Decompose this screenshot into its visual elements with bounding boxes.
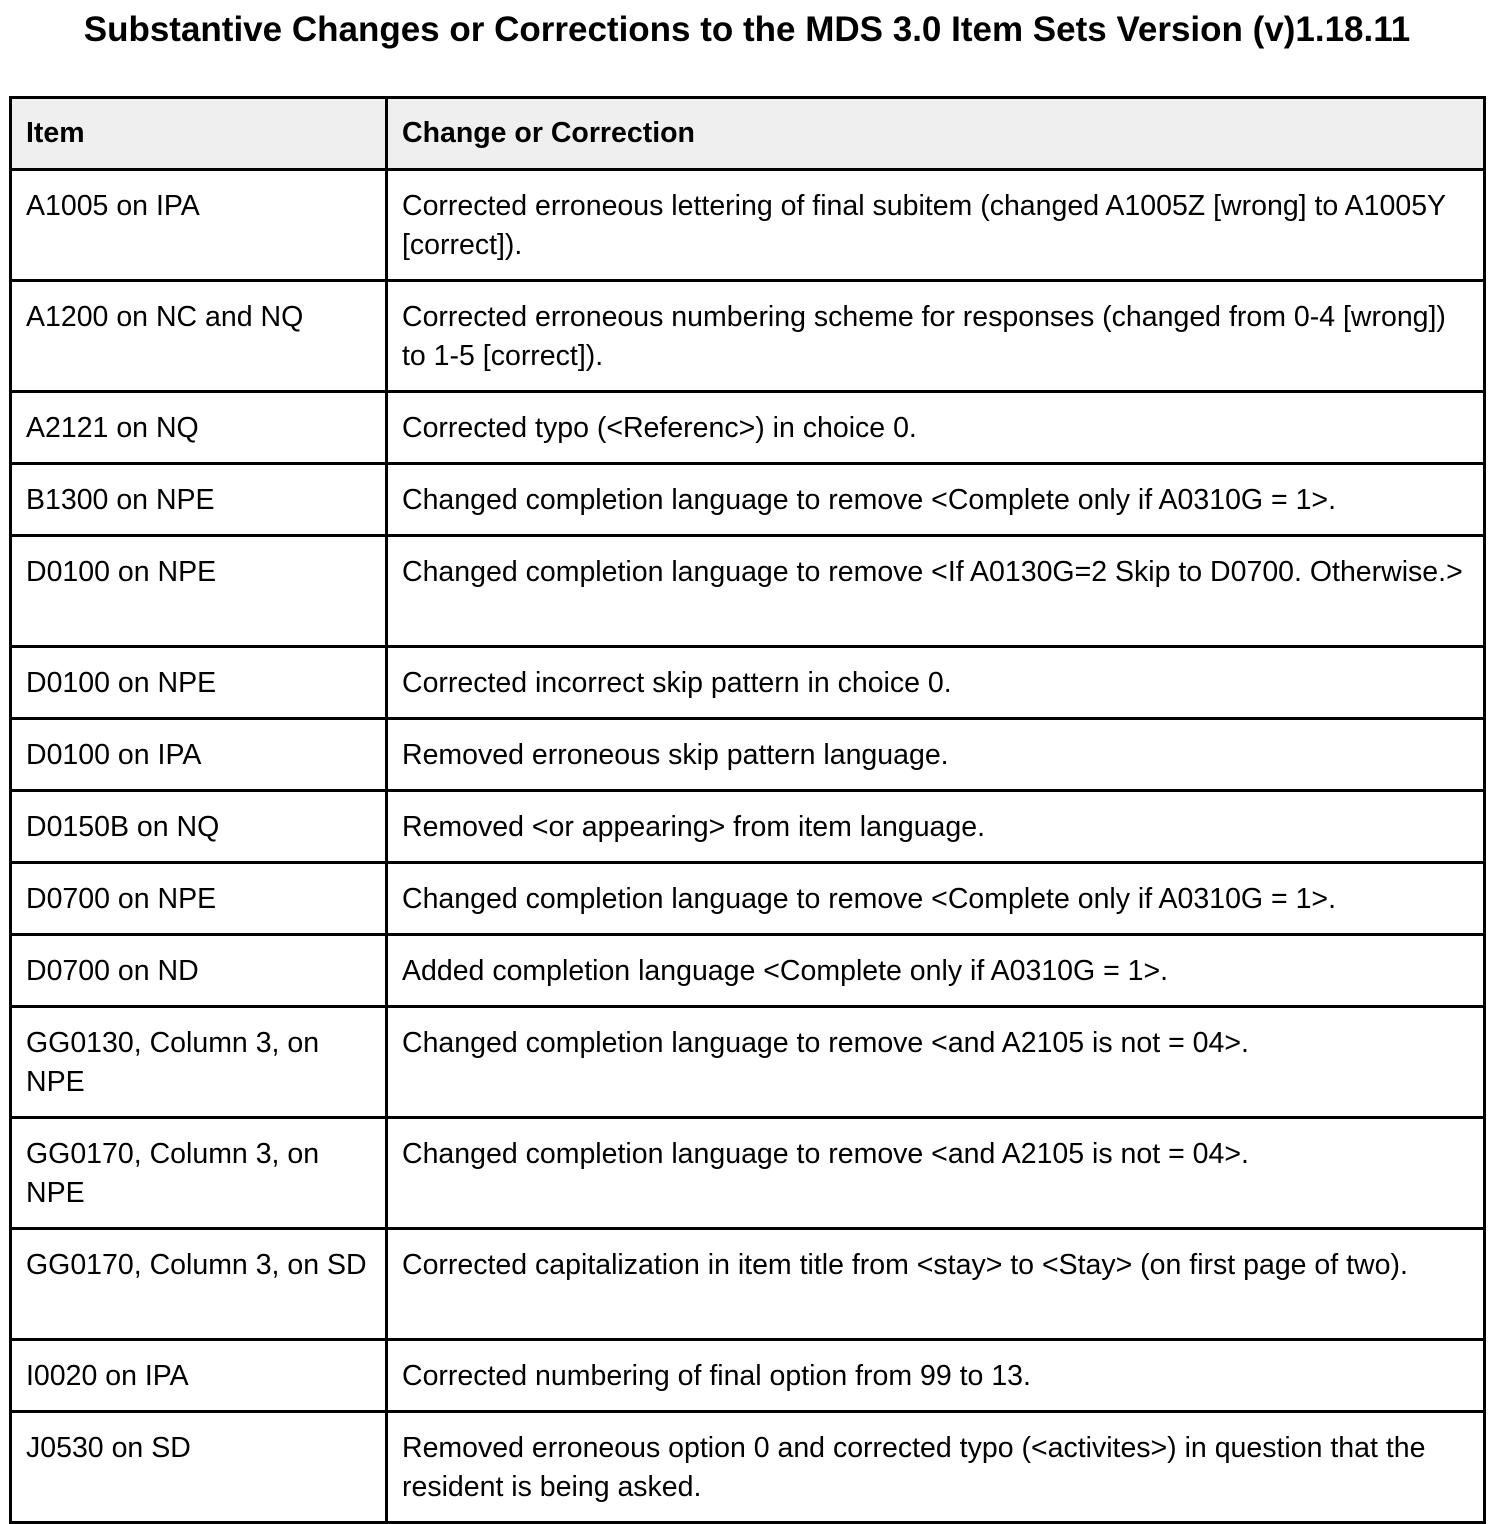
table-row — [11, 791, 1485, 863]
change-cell: Corrected capitalization in item title from <stay> to <Stay> (on first page of two). — [387, 1229, 1485, 1340]
column-header-item: Item — [11, 98, 387, 170]
table-row — [11, 1340, 1485, 1412]
change-cell: Corrected erroneous lettering of final subitem (changed A1005Z [wrong] to A1005Y [correct]). — [387, 170, 1485, 281]
column-header-change: Change or Correction — [387, 98, 1485, 170]
table-row — [11, 647, 1485, 719]
table-row — [11, 1229, 1485, 1340]
item-cell: D0100 on NPE — [11, 647, 387, 719]
item-cell: D0100 on NPE — [11, 536, 387, 647]
change-cell: Corrected incorrect skip pattern in choice 0. — [387, 647, 1485, 719]
table-row — [11, 464, 1485, 536]
change-cell: Changed completion language to remove <and A2105 is not = 04>. — [387, 1118, 1485, 1229]
table-row — [11, 1118, 1485, 1229]
item-cell: GG0130, Column 3, on NPE — [11, 1007, 387, 1118]
item-cell: A2121 on NQ — [11, 392, 387, 464]
change-cell: Corrected numbering of final option from 99 to 13. — [387, 1340, 1485, 1412]
change-cell: Changed completion language to remove <and A2105 is not = 04>. — [387, 1007, 1485, 1118]
table-row — [11, 1007, 1485, 1118]
change-cell: Removed erroneous skip pattern language. — [387, 719, 1485, 791]
change-cell: Removed erroneous option 0 and corrected typo (<activites>) in question that the resident is being asked. — [387, 1412, 1485, 1523]
item-cell: A1005 on IPA — [11, 170, 387, 281]
item-cell: A1200 on NC and NQ — [11, 281, 387, 392]
page-title: Substantive Changes or Corrections to the MDS 3.0 Item Sets Version (v)1.18.11 — [83, 10, 1411, 49]
change-cell: Removed <or appearing> from item language. — [387, 791, 1485, 863]
item-cell: D0700 on NPE — [11, 863, 387, 935]
table-row — [11, 935, 1485, 1007]
table-row — [11, 1412, 1485, 1523]
item-cell: GG0170, Column 3, on NPE — [11, 1118, 387, 1229]
item-cell: D0100 on IPA — [11, 719, 387, 791]
table-row — [11, 719, 1485, 791]
change-cell: Added completion language <Complete only if A0310G = 1>. — [387, 935, 1485, 1007]
change-cell: Changed completion language to remove <Complete only if A0310G = 1>. — [387, 464, 1485, 536]
table-row — [11, 536, 1485, 647]
table-header-row — [11, 98, 1485, 170]
item-cell: I0020 on IPA — [11, 1340, 387, 1412]
table-row — [11, 392, 1485, 464]
item-cell: GG0170, Column 3, on SD — [11, 1229, 387, 1340]
change-cell: Changed completion language to remove <Complete only if A0310G = 1>. — [387, 863, 1485, 935]
change-cell: Corrected erroneous numbering scheme for responses (changed from 0-4 [wrong]) to 1-5 [correct]). — [387, 281, 1485, 392]
changes-table — [9, 96, 1486, 1524]
change-cell: Changed completion language to remove <If A0130G=2 Skip to D0700. Otherwise.> — [387, 536, 1485, 647]
table-row — [11, 863, 1485, 935]
item-cell: D0700 on ND — [11, 935, 387, 1007]
item-cell: D0150B on NQ — [11, 791, 387, 863]
table-row — [11, 170, 1485, 281]
table-row — [11, 281, 1485, 392]
item-cell: J0530 on SD — [11, 1412, 387, 1523]
change-cell: Corrected typo (<Referenc>) in choice 0. — [387, 392, 1485, 464]
item-cell: B1300 on NPE — [11, 464, 387, 536]
